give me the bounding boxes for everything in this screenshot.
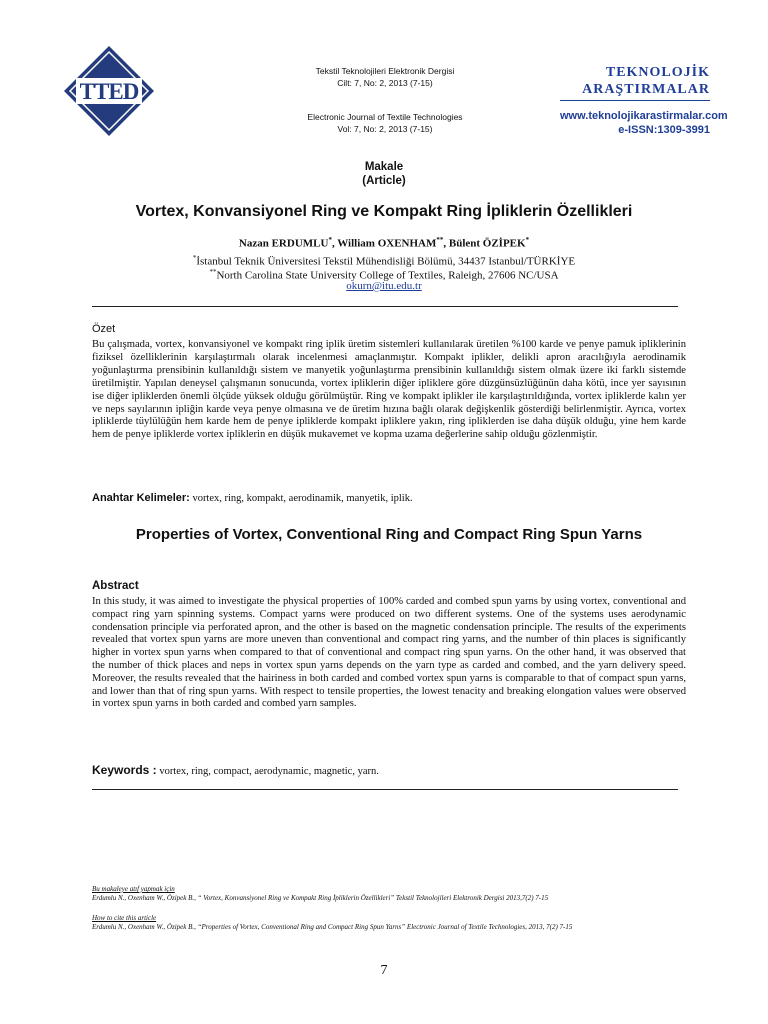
brand-title-2: ARAŞTIRMALAR	[582, 82, 710, 97]
citation-en-text: Erdumlu N., Oxenham W., Özipek B., “Properties of Vortex, Conventional Ring and Compact Ring Spun Yarns” Electronic Journal of Textile Technologies, 2013, 7(2) 7-15	[92, 923, 573, 931]
brand-divider	[560, 100, 710, 101]
citation-en	[92, 914, 692, 932]
author-name: William OXENHAM	[337, 237, 437, 250]
journal-logo	[62, 44, 157, 139]
journal-url-link[interactable]: www.teknolojikarastirmalar.com	[560, 110, 728, 122]
citation-tr-heading: Bu makaleye atıf yapmak için	[92, 885, 175, 893]
journal-name-tr: Tekstil Teknolojileri Elektronik Dergisi	[315, 66, 455, 76]
keywords-tr-values: vortex, ring, kompakt, aerodinamik, manyetik, iplik.	[192, 493, 413, 504]
journal-issn: e-ISSN:1309-3991	[618, 124, 710, 136]
journal-logo-graphic	[62, 44, 157, 139]
journal-volume-en: Vol: 7, No: 2, 2013 (7-15)	[337, 123, 433, 134]
article-title-en: Properties of Vortex, Conventional Ring and Compact Ring Spun Yarns	[135, 526, 643, 543]
abstract-body: In this study, it was aimed to investigate the physical properties of 100% carded and combed spun yarns by using vortex, conventional and compact ring yarn spinning systems. Compact yarns were produced on two different systems. One of the systems uses aerodynamic condensation principle via perforated apron, and the other is based on the magnetic condensation principle. The results of the experiments revealed that vortex spun yarns are more uneven than conventional and compact ring yarns, and the number of thin places is significantly higher in vortex spun yarns when compared to that of conventional and compact ring spun yarns. On the other hand, it was observed that the number of thick places and neps in vortex spun yarns depends on the yarn type as carded and combed, and the yarn delivery speed. Moreover, the results revealed that the hairiness in both carded and combed vortex spun yarns is comparable to that of compact spun yarns, and lower than that of ring spun yarns. With respect to tensile properties, the lowest tenacity and breaking elongation values were observed in vortex spun yarns in both carded and combed yarn samples.	[92, 596, 686, 710]
author-name: Bülent ÖZİPEK	[448, 237, 526, 250]
affiliation-mark: **	[209, 268, 217, 276]
logo-text: TTED	[79, 79, 139, 104]
author-name: Nazan ERDUMLU	[238, 237, 329, 250]
author-email-link[interactable]: okurn@itu.edu.tr	[346, 280, 422, 292]
affiliation-text: North Carolina State University College of Textiles, Raleigh, 27606 NC/USA	[216, 269, 559, 282]
brand-title-1: TEKNOLOJİK	[605, 65, 710, 80]
article-type	[0, 160, 768, 188]
citation-tr-text: Erdumlu N., Oxenham W., Özipek B., “ Vortex, Konvansiyonel Ring ve Kompakt Ring İpliklerin Özellikleri” Tekstil Teknolojileri Elektronik Dergisi 2013,7(2) 7-15	[92, 894, 549, 902]
email-line	[0, 279, 768, 293]
page-number: 7	[380, 963, 388, 978]
brand-block	[560, 64, 728, 137]
journal-volume-tr: Cilt: 7, No: 2, 2013 (7-15)	[337, 77, 433, 88]
journal-info-en	[240, 112, 530, 135]
author-list: Nazan ERDUMLU*, William OXENHAM**, Bülent ÖZİPEK*	[238, 236, 530, 250]
affiliation-text: İstanbul Teknik Üniversitesi Tekstil Mühendisliği Bölümü, 34437 Istanbul/TÜRKİYE	[196, 255, 576, 268]
author-mark: **	[436, 236, 444, 244]
article-type-en: (Article)	[362, 175, 406, 187]
keywords-en-values: vortex, ring, compact, aerodynamic, magnetic, yarn.	[159, 766, 379, 777]
ozet-heading: Özet	[92, 323, 116, 335]
journal-name-en: Electronic Journal of Textile Technologies	[307, 112, 463, 122]
keywords-en-label: Keywords :	[92, 763, 157, 777]
keywords-tr-label: Anahtar Kelimeler:	[92, 492, 190, 504]
article-type-tr: Makale	[364, 161, 404, 173]
ozet-body: Bu çalışmada, vortex, konvansiyonel ve kompakt ring iplik üretim sistemleri kullanılarak üretilen %100 karde ve penye pamuk ipliklerinin fiziksel özelliklerinin karşılaştırmalı olarak incelenmesi amaçlanmıştır. Kompakt iplikler, delikli apron aracılığıyla aerodinamik yoğunlaştırma prensibinin kullanıldığı sistem ve manyetik yoğunlaştırma prensibinin kullanıldığı sistem olmak üzere iki farklı sistemde üretilmiştir. Yapılan deneysel çalışmanın sonucunda, vortex ipliklerin diğer ipliklere göre düzgünsüzlüğünün daha kötü, ince yer sayısının ise diğer ipliklerden önemli ölçüde yüksek olduğu görülmüştür. Ring ve kompakt iplikler ile karşılaştırıldığında, vortex ipliklerde kalın yer ve neps sayılarının ipliğin karde veya penye olmasına ve de üretim hızına bağlı olarak değişkenlik gösterdiği belirlenmiştir. Ayrıca, vortex ipliklerde tüylülüğün hem karde hem de penye ipliklerde kompakt ipliklere yakın, ring ipliklerden ise daha düşük olduğu, yine hem karde hem de penye ipliklerde vortex ipliklerin en düşük mukavemet ve kopma uzama değerlerine sahip olduğu gözlenmiştir.	[92, 339, 686, 441]
keywords-tr	[92, 492, 686, 504]
author-mark: *	[525, 236, 530, 244]
keywords-en	[92, 763, 686, 777]
divider-top	[92, 306, 678, 307]
abstract-heading: Abstract	[92, 580, 139, 592]
citation-en-heading: How to cite this article	[92, 914, 157, 922]
citation-tr	[92, 885, 692, 903]
journal-info-tr	[240, 66, 530, 89]
affiliation-mark: *	[192, 254, 197, 262]
divider-bottom	[92, 789, 678, 790]
author-mark: *	[328, 236, 332, 244]
article-title-tr: Vortex, Konvansiyonel Ring ve Kompakt Ring İpliklerin Özellikleri	[135, 203, 633, 220]
